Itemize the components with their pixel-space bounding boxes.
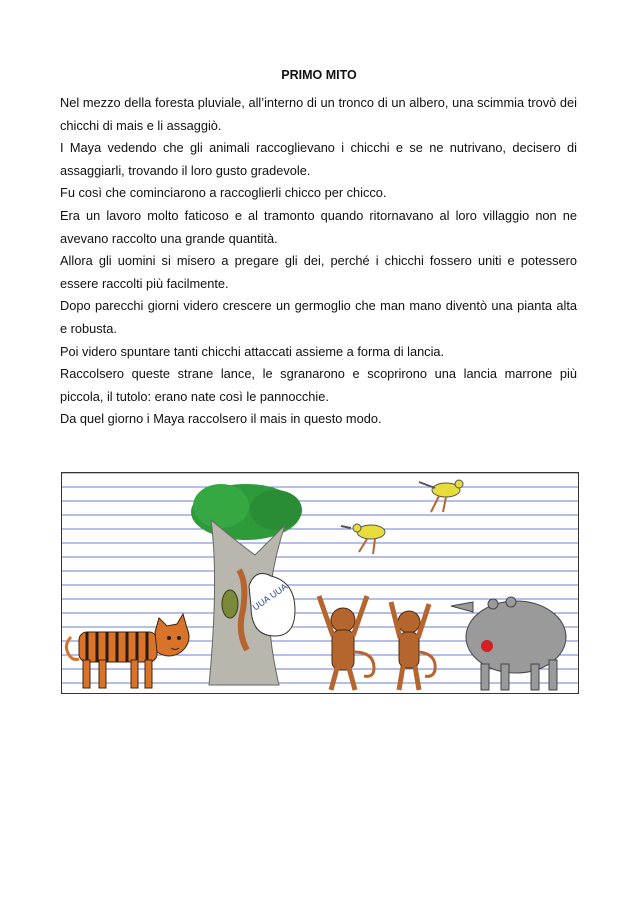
bird-drawing xyxy=(419,480,463,512)
speech-bubble-text: UUA UUA xyxy=(250,581,290,613)
monkey-drawing xyxy=(391,602,435,690)
paragraph: Nel mezzo della foresta pluviale, all’interno di un tronco di un albero, una scimmia trovò dei chicchi di mais e li assaggiò. xyxy=(60,95,577,133)
monkey-drawing xyxy=(319,596,374,690)
speech-bubble xyxy=(249,574,295,636)
paragraph: Poi videro spuntare tanti chicchi attaccati assieme a forma di lancia. xyxy=(60,343,445,359)
page-title: PRIMO MITO xyxy=(281,68,357,82)
story-text xyxy=(60,92,577,431)
paragraph: Dopo parecchi giorni videro crescere un germoglio che man mano diventò una pianta alta e robusta. xyxy=(60,298,577,336)
illustration xyxy=(61,472,579,694)
rhino-drawing xyxy=(451,597,566,690)
paragraph: Raccolsero queste strane lance, le sgranarono e scoprirono una lancia marrone più piccola, il tutolo: erano nate così le pannocchie. xyxy=(60,366,577,404)
tiger-drawing xyxy=(66,614,189,688)
paragraph: Era un lavoro molto faticoso e al tramonto quando ritornavano al loro villaggio non ne avevano raccolto una grande quantità. xyxy=(60,207,577,246)
paragraph: Da quel giorno i Maya raccolsero il mais in questo modo. xyxy=(60,411,382,427)
paragraph: Fu così che cominciarono a raccoglierli chicco per chicco. xyxy=(60,185,387,201)
paragraph: Allora gli uomini si misero a pregare gli dei, perché i chicchi fossero uniti e potessero essere raccolti più facilmente. xyxy=(60,253,577,291)
paragraph: I Maya vedendo che gli animali raccoglievano i chicchi e se ne nutrivano, decisero di assaggiarli, trovando il loro gusto gradevole. xyxy=(60,140,577,178)
